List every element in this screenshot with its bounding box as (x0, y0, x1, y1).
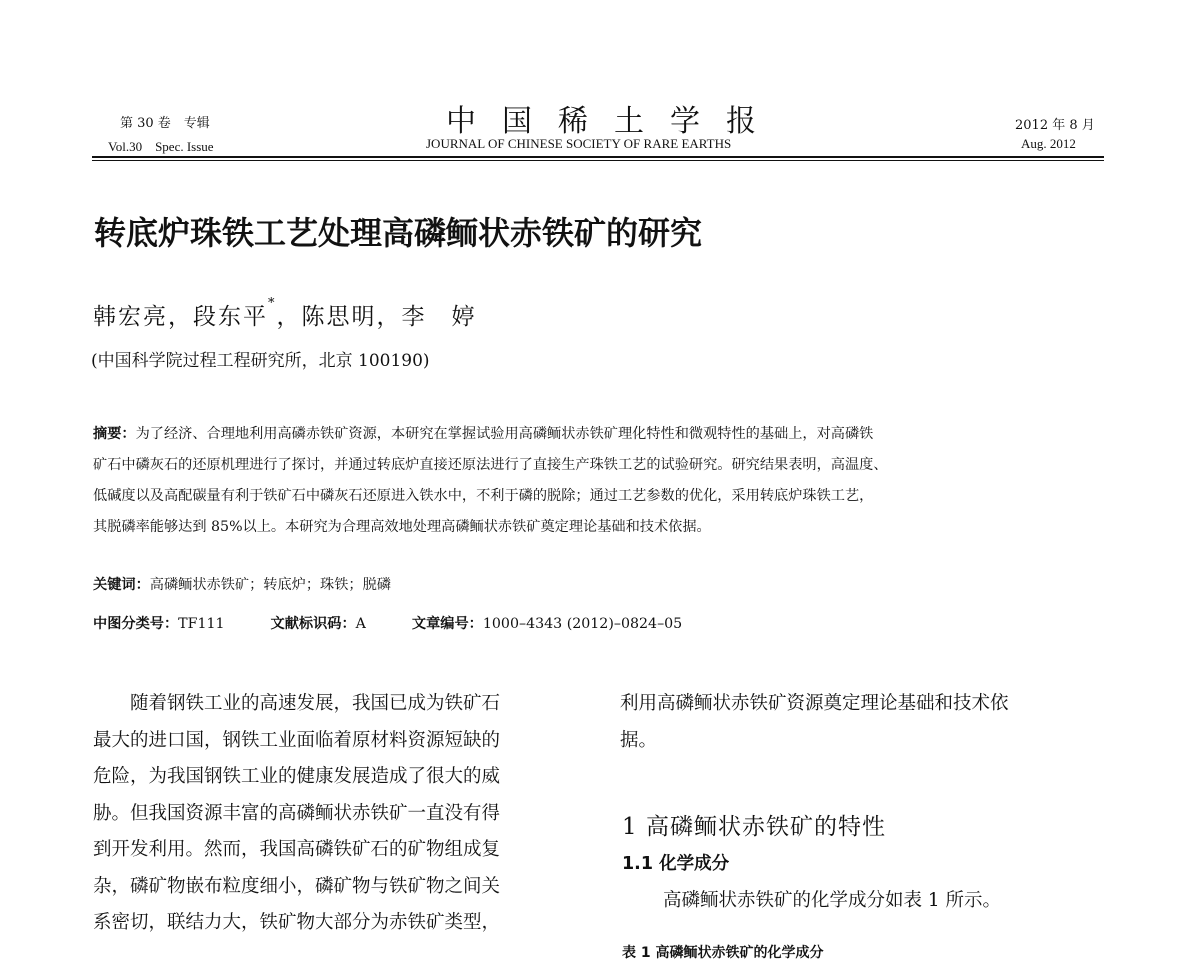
keywords-value: 高磷鲕状赤铁矿；转底炉；珠铁；脱磷 (149, 577, 391, 593)
abstract-line (93, 419, 1113, 450)
author-2: 段东平 (193, 304, 268, 330)
keywords-label: 关键词： (93, 577, 150, 593)
section-1-heading: 1 高磷鲕状赤铁矿的特性 (622, 814, 886, 840)
body-line: 最大的进口国，钢铁工业面临着原材料资源短缺的 (93, 729, 501, 751)
doc-code-label: 文献标识码： (270, 616, 356, 632)
body-line: 到开发利用。然而，我国高磷铁矿石的矿物组成复 (93, 839, 501, 860)
keywords (93, 574, 391, 594)
header-rule-thick (92, 156, 1104, 158)
abstract-line: 低碱度以及高配碳量有利于铁矿石中磷灰石还原进入铁水中，不利于磷的脱除；通过工艺参数的优化，采用转底炉珠铁工艺， (93, 488, 874, 504)
table-1-caption: 表 1 高磷鲕状赤铁矿的化学成分 (622, 945, 824, 961)
article-no-label: 文章编号： (411, 616, 483, 632)
doc-code-value: A (355, 616, 366, 632)
author-1: 韩宏亮， (93, 304, 193, 330)
abstract (93, 419, 1113, 543)
clc-value: TF111 (178, 616, 225, 632)
abstract-line: 其脱磷率能够达到 85%以上。本研究为合理高效地处理高磷鲕状赤铁矿奠定理论基础和技术依据。 (93, 519, 711, 535)
body-line: 随着钢铁工业的高速发展，我国已成为铁矿石 (130, 693, 501, 714)
journal-title-cn: 中国稀土学报 (446, 104, 782, 139)
body-line: 胁。但我国资源丰富的高磷鲕状赤铁矿一直没有得 (93, 802, 501, 824)
section-1-1-heading: 1.1 化学成分 (622, 854, 730, 874)
body-line: 杂，磷矿物嵌布粒度细小，磷矿物与铁矿物之间关 (93, 875, 501, 897)
volume-label-cn: 第 30 卷 专辑 (120, 116, 210, 131)
author-list (93, 298, 477, 331)
corresponding-author-mark: * (268, 296, 277, 311)
body-line: 危险，为我国钢铁工业的健康发展造成了很大的威 (93, 766, 501, 787)
body-right-column (620, 686, 1120, 759)
volume-label-en: Vol.30 Spec. Issue (108, 139, 214, 154)
body-line: 系密切，联结力大，铁矿物大部分为赤铁矿类型， (93, 912, 501, 933)
article-no-value: 1000–4343 (2012)–0824–05 (482, 616, 683, 632)
abstract-line: 矿石中磷灰石的还原机理进行了探讨，并通过转底炉直接还原法进行了直接生产珠铁工艺的试验研究。研究结果表明，高温度、 (93, 457, 888, 473)
body-line: 据。 (620, 729, 658, 751)
body-left-column (93, 686, 583, 942)
body-line: 利用高磷鲕状赤铁矿资源奠定理论基础和技术依 (620, 693, 1009, 714)
section-1-1-text: 高磷鲕状赤铁矿的化学成分如表 1 所示。 (663, 890, 1002, 911)
journal-title-en: JOURNAL OF CHINESE SOCIETY OF RARE EARTHS (426, 136, 732, 151)
author-3-4: ，陈思明，李 婷 (276, 304, 477, 330)
clc-label: 中图分类号： (93, 616, 179, 632)
abstract-label: 摘要： (93, 426, 136, 442)
paper-title: 转底炉珠铁工艺处理高磷鲕状赤铁矿的研究 (94, 214, 703, 252)
issue-date-en: Aug. 2012 (1021, 136, 1076, 151)
affiliation: (中国科学院过程工程研究所，北京 100190) (91, 351, 430, 371)
issue-date-cn: 2012 年 8 月 (1015, 118, 1095, 133)
header-rule-thin (92, 160, 1104, 161)
classification-info (93, 613, 682, 633)
abstract-text: 为了经济、合理地利用高磷赤铁矿资源，本研究在掌握试验用高磷鲕状赤铁矿理化特性和微观特性的基础上，对高磷铁 (135, 426, 874, 442)
